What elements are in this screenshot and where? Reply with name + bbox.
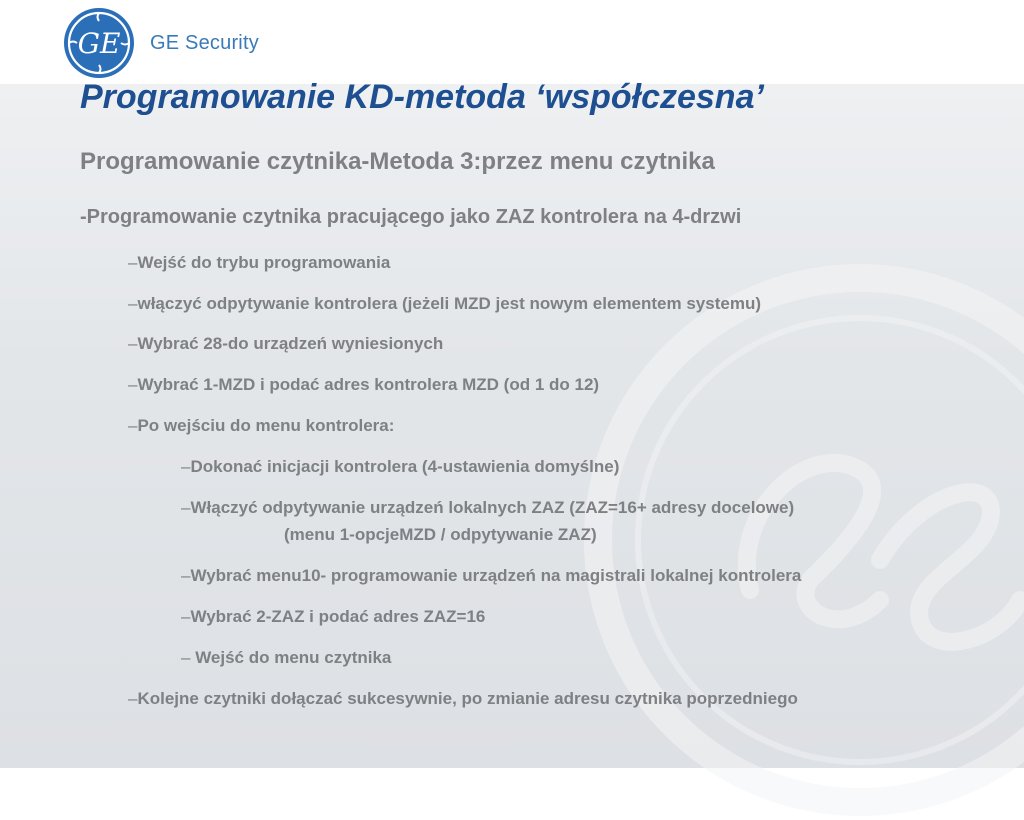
list-item: –Kolejne czytniki dołączać sukcesywnie, po zmianie adresu czytnika poprzedniego	[128, 689, 798, 708]
logo-text: GE	[77, 27, 121, 60]
brand-name: GE Security	[150, 31, 259, 54]
list-item: –włączyć odpytywanie kontrolera (jeżeli MZD jest nowym elementem systemu)	[128, 294, 761, 313]
sub-list-item: – Wejść do menu czytnika	[181, 648, 392, 667]
ge-logo-icon	[62, 6, 136, 80]
list-item: –Wybrać 1-MZD i podać adres kontrolera MZD (od 1 do 12)	[128, 375, 600, 394]
brand-header	[62, 6, 259, 80]
slide-title: Programowanie KD-metoda ‘współczesna’	[80, 78, 764, 116]
list-item: –Po wejściu do menu kontrolera:	[128, 416, 395, 435]
intro-line: -Programowanie czytnika pracującego jako ZAZ kontrolera na 4-drzwi	[80, 206, 742, 228]
sub-list-item: –Dokonać inicjacji kontrolera (4-ustawienia domyślne)	[181, 457, 620, 476]
list-item: –Wejść do trybu programowania	[128, 253, 391, 272]
sub-list-item-continuation: (menu 1-opcjeMZD / odpytywanie ZAZ)	[284, 525, 597, 544]
sub-list-item: –Włączyć odpytywanie urządzeń lokalnych ZAZ (ZAZ=16+ adresy docelowe)	[181, 498, 795, 517]
list-item: –Wybrać 28-do urządzeń wyniesionych	[128, 334, 444, 353]
slide-subtitle: Programowanie czytnika-Metoda 3:przez menu czytnika	[80, 148, 715, 175]
sub-list-item: –Wybrać 2-ZAZ i podać adres ZAZ=16	[181, 607, 486, 626]
ge-watermark-icon	[580, 260, 1024, 820]
sub-list-item: –Wybrać menu10- programowanie urządzeń na magistrali lokalnej kontrolera	[181, 566, 802, 585]
